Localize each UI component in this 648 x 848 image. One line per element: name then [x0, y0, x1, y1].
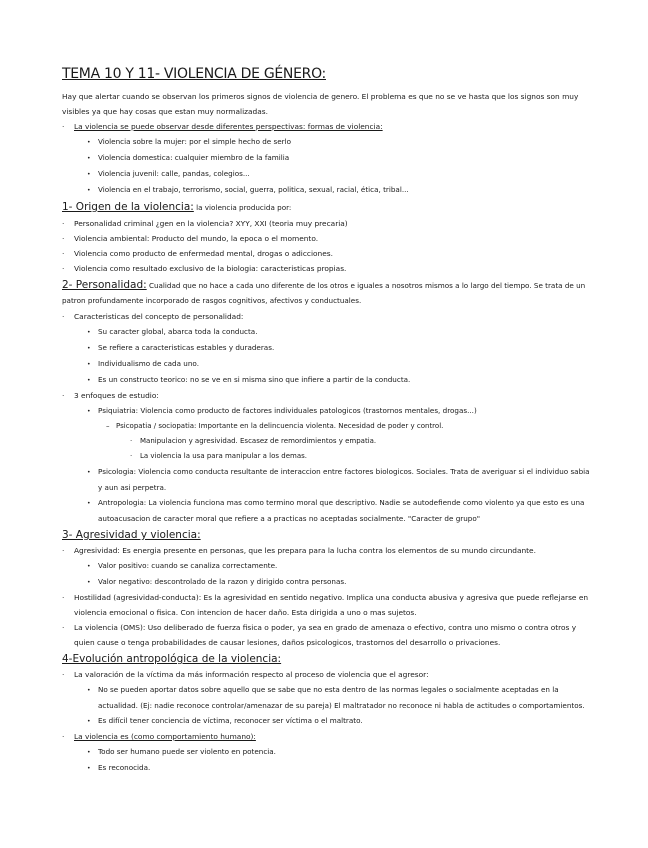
list-item: • No se pueden aportar datos sobre aquello que se sabe que no esta dentro de las normas legales o socialmente aceptadas en la actualidad. (Ej: nadie reconoce controlar/amenazar de su pareja) El maltratador no reconoce ni habla de actitudes o comportamientos.: [62, 682, 592, 713]
list-item: • Psiquiatria: Violencia como producto de factores individuales patologicos (trastornos mentales, drogas...): [62, 403, 592, 419]
list-item: • Se refiere a caracteristicas estables y duraderas.: [62, 340, 592, 356]
list-item: · Manipulacion y agresividad. Escasez de remordimientos y empatia.: [62, 434, 592, 449]
document-page: [62, 66, 592, 776]
list-item: • Violencia sobre la mujer: por el simple hecho de serlo: [62, 134, 592, 150]
section-heading-1: 1- Origen de la violencia: la violencia producida por:: [62, 201, 292, 213]
list-item: • Individualismo de cada uno.: [62, 356, 592, 372]
list-item: · Hostilidad (agresividad-conducta): Es la agresividad en sentido negativo. Implica una conducta abusiva y agresiva que puede reflejarse en violencia emocional o fisica. Con intencion de hacer daño. Esta dirigida a uno o mas sujetos.: [62, 590, 592, 620]
list-item: • Valor negativo: descontrolado de la razon y dirigido contra personas.: [62, 574, 592, 590]
list-item: · La violencia la usa para manipular a los demas.: [62, 449, 592, 464]
list-item: • Valor positivo: cuando se canaliza correctamente.: [62, 558, 592, 574]
page-title: TEMA 10 Y 11- VIOLENCIA DE GÉNERO:: [62, 66, 326, 82]
list-item: • Es reconocida.: [62, 760, 592, 776]
list-item: • Es un constructo teorico: no se ve en si misma sino que infiere a partir de la conducta.: [62, 372, 592, 388]
list-item: · La violencia (OMS): Uso deliberado de fuerza fisica o poder, ya sea en grado de amenaza o efectivo, contra uno mismo o contra otros y quien cause o tenga probabilidades de causar lesiones, daños psicologicos, trastornos del desarrollo o privaciones.: [62, 620, 592, 650]
list-item: • Es difícil tener conciencia de víctima, reconocer ser víctima o el maltrato.: [62, 713, 592, 729]
list-item: · Agresividad: Es energia presente en personas, que les prepara para la lucha contra los elementos de su mundo circundante.: [62, 543, 592, 558]
list-item: · Caracteristicas del concepto de personalidad:: [62, 309, 592, 324]
section-heading-3: 3- Agresividad y violencia:: [62, 529, 201, 541]
list-item: · 3 enfoques de estudio:: [62, 388, 592, 403]
list-item: · Violencia como resultado exclusivo de la biologia: caracteristicas propias.: [62, 261, 592, 276]
list-item: · La violencia se puede observar desde diferentes perspectivas: formas de violencia:: [62, 119, 592, 134]
list-item: • Todo ser humano puede ser violento en potencia.: [62, 744, 592, 760]
list-item: • Violencia domestica: cualquier miembro de la familia: [62, 150, 592, 166]
list-item: • Violencia en el trabajo, terrorismo, social, guerra, politica, sexual, racial, ética, tribal...: [62, 182, 592, 198]
list-item: · La valoración de la víctima da más información respecto al proceso de violencia que el agresor:: [62, 667, 592, 682]
list-item: • Psicologia: Violencia como conducta resultante de interaccion entre factores biologicos. Sociales. Trata de averiguar si el individuo sabia y aun asi perpetra.: [62, 464, 592, 495]
list-item: – Psicopatia / sociopatia: Importante en la delincuencia violenta. Necesidad de poder y control.: [62, 419, 592, 434]
section-heading-4: 4-Evolución antropológica de la violencia:: [62, 653, 282, 665]
list-item: · Violencia como producto de enfermedad mental, drogas o adicciones.: [62, 246, 592, 261]
list-item: • Violencia juvenil: calle, pandas, colegios...: [62, 166, 592, 182]
intro-paragraph: Hay que alertar cuando se observan los primeros signos de violencia de genero. El problema es que no se ve hasta que los signos son muy visibles ya que hay cosas que estan muy normalizadas.: [62, 92, 579, 116]
section-heading-2: 2- Personalidad: Cualidad que no hace a cada uno diferente de los otros e iguales a nosotros mismos a lo largo del tiempo. Se trata de un patron profundamente incorporado de rasgos cognitivos, afectivos y conductuales.: [62, 279, 586, 305]
list-item: • Su caracter global, abarca toda la conducta.: [62, 324, 592, 340]
list-item: · Violencia ambiental: Producto del mundo, la epoca o el momento.: [62, 231, 592, 246]
list-item: · La violencia es (como comportamiento humano):: [62, 729, 592, 744]
list-item: · Personalidad criminal ¿gen en la violencia? XYY, XXI (teoria muy precaria): [62, 216, 592, 231]
list-item: • Antropologia: La violencia funciona mas como termino moral que descriptivo. Nadie se autodefiende como violento ya que esto es una autoacusacion de caracter moral que refiere a a practicas no aceptadas socialmente. "Caracter de grupo": [62, 495, 592, 526]
